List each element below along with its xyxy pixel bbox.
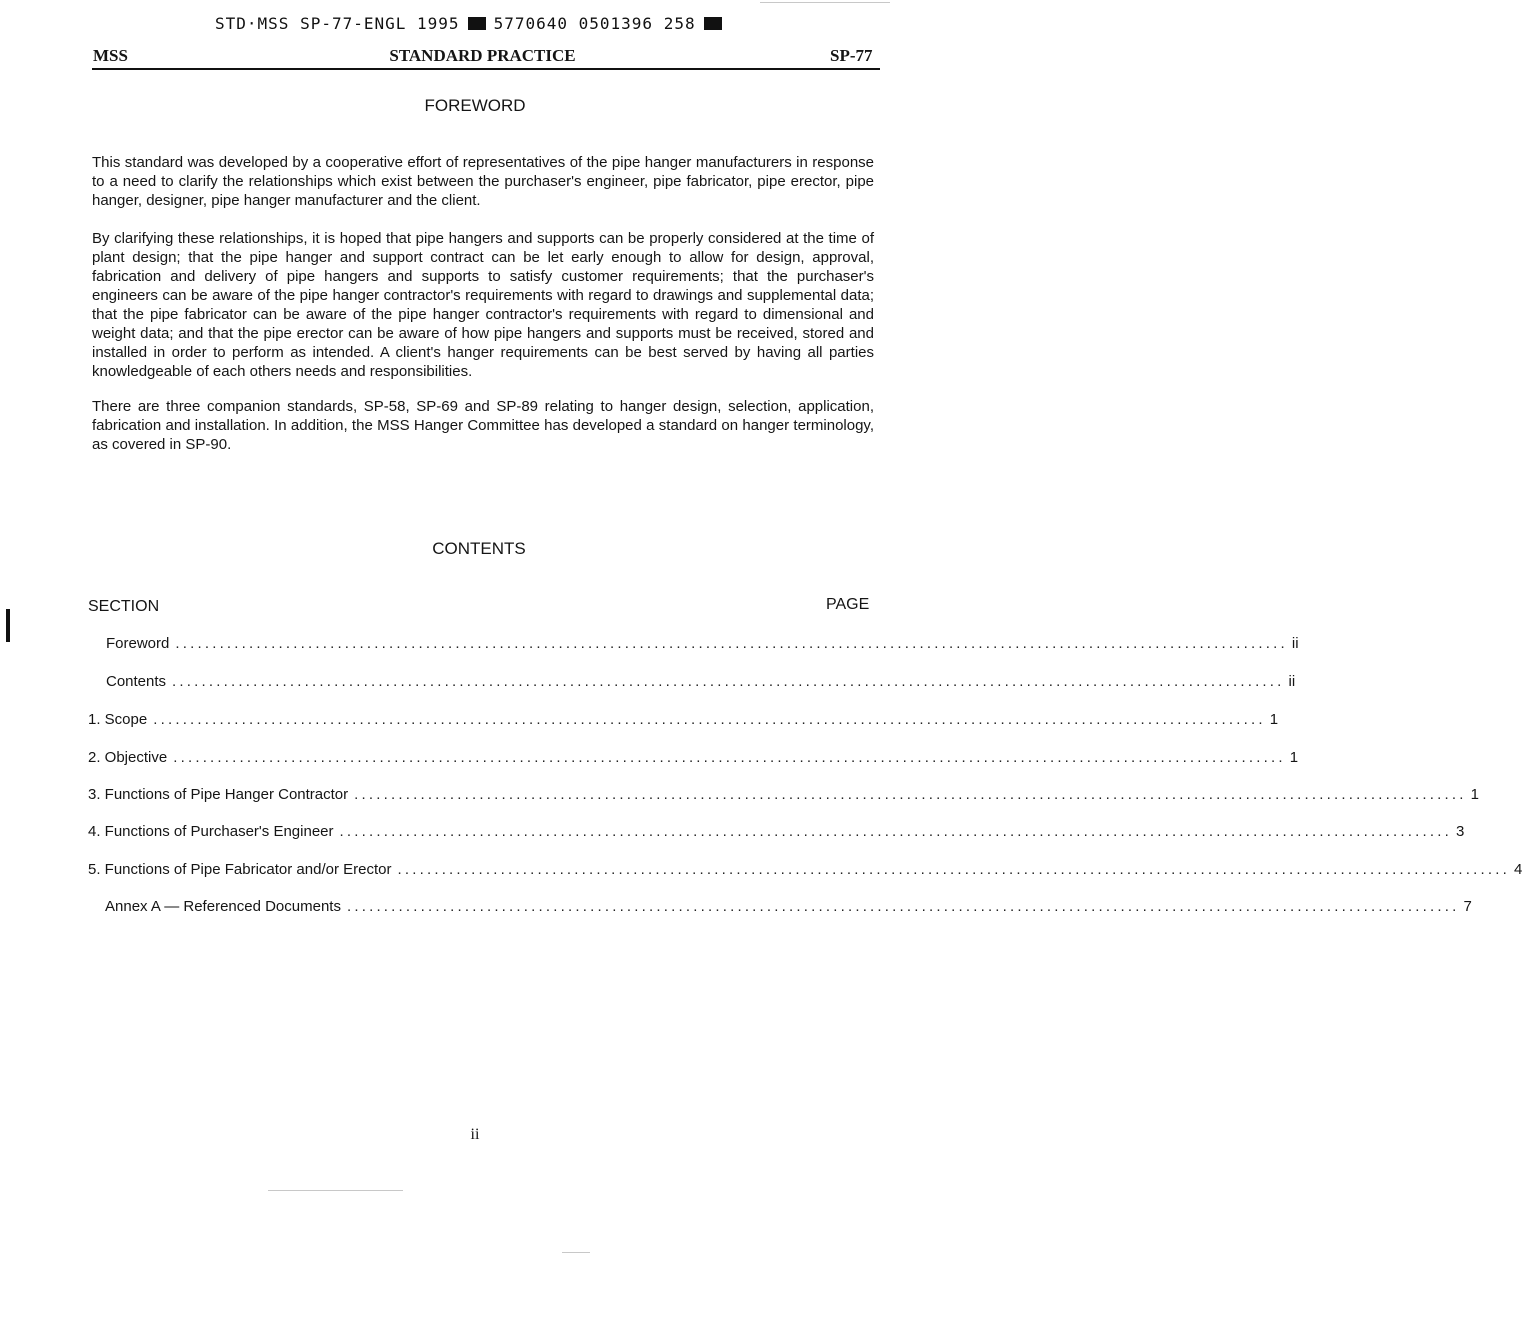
- toc-entry[interactable]: [88, 749, 1299, 766]
- change-bar: [6, 609, 10, 642]
- scan-artifact: [760, 2, 890, 3]
- stamp-serial: 5770640 0501396 258: [493, 14, 696, 33]
- scan-artifact: [268, 1190, 403, 1191]
- toc-leader-dots: .......................................................................................................................................................: [175, 635, 1288, 652]
- toc-entry-page: ii: [1288, 673, 1296, 690]
- toc-entry[interactable]: [88, 786, 1479, 803]
- foreword-heading: FOREWORD: [424, 96, 526, 115]
- toc-entry-page: 1: [1269, 711, 1279, 728]
- scan-artifact: [562, 1252, 590, 1253]
- toc-leader-dots: .......................................................................................................................................................: [397, 861, 1510, 878]
- toc-entry[interactable]: [88, 711, 1279, 728]
- toc-leader-dots: .......................................................................................................................................................: [346, 898, 1460, 915]
- contents-heading: CONTENTS: [432, 539, 526, 558]
- toc-leader-dots: .......................................................................................................................................................: [173, 749, 1286, 766]
- toc-entry-label: Foreword: [106, 635, 170, 652]
- toc-entry[interactable]: [88, 861, 1522, 878]
- toc-entry-label: 5. Functions of Pipe Fabricator and/or Erector: [88, 861, 392, 878]
- document-stamp: [215, 14, 730, 33]
- stamp-code: STD·MSS SP-77-ENGL 1995: [215, 14, 460, 33]
- toc-leader-dots: .......................................................................................................................................................: [153, 711, 1266, 728]
- toc-entry-page: 1: [1470, 786, 1479, 803]
- toc-entry-label: 2. Objective: [88, 749, 168, 766]
- header-doc-number: SP-77: [830, 46, 873, 65]
- header-title: STANDARD PRACTICE: [389, 46, 576, 65]
- toc-entry-page: 3: [1456, 823, 1465, 840]
- toc-entry-label: Annex A — Referenced Documents: [105, 898, 341, 915]
- foreword-paragraph: By clarifying these relationships, it is hoped that pipe hangers and supports can be properly considered at the time of plant design; that the pipe hanger and support contract can be let early enough to allow for design, approval, fabrication and delivery of pipe hangers and supports to satisfy customer requirements; that the purchaser's engineers can be aware of the pipe hanger contractor's requirements with regard to drawings and supplemental data; that the pipe fabricator can be aware of the pipe hanger contractor's requirements with regard to dimensional and weight data; and that the pipe erector can be aware of how pipe hangers and supports must be received, stored and installed in order to perform as intended. A client's hanger requirements can be best served by having all parties knowledgeable of each others needs and responsibilities.: [92, 230, 874, 380]
- toc-leader-dots: .......................................................................................................................................................: [172, 673, 1285, 690]
- toc-entry-page: 7: [1463, 898, 1472, 915]
- toc-entry-label: 1. Scope: [88, 711, 148, 728]
- header-rule: [92, 68, 880, 70]
- header-org: MSS: [93, 46, 128, 65]
- toc-section-label: SECTION: [88, 598, 160, 615]
- toc-entry-page: 4: [1513, 861, 1522, 878]
- toc-entry[interactable]: [105, 898, 1472, 915]
- toc-entry-label: 4. Functions of Purchaser's Engineer: [88, 823, 334, 840]
- toc-entry-page: ii: [1291, 635, 1299, 652]
- toc-leader-dots: .......................................................................................................................................................: [354, 786, 1467, 803]
- toc-entry[interactable]: [106, 635, 1299, 652]
- stamp-block-mark: [468, 17, 486, 30]
- toc-page-label: PAGE: [826, 596, 870, 613]
- page-number: ii: [470, 1126, 480, 1143]
- toc-entry-page: 1: [1289, 749, 1299, 766]
- toc-entry[interactable]: [88, 823, 1465, 840]
- toc-entry-label: 3. Functions of Pipe Hanger Contractor: [88, 786, 349, 803]
- foreword-paragraph: There are three companion standards, SP-58, SP-69 and SP-89 relating to hanger design, selection, application, fabrication and installation. In addition, the MSS Hanger Committee has developed a standard on hanger terminology, as covered in SP-90.: [92, 398, 874, 453]
- toc-entry-label: Contents: [106, 673, 167, 690]
- toc-leader-dots: .......................................................................................................................................................: [339, 823, 1452, 840]
- foreword-paragraph: This standard was developed by a cooperative effort of representatives of the pipe hanger manufacturers in response to a need to clarify the relationships which exist between the purchaser's engineer, pipe fabricator, pipe erector, pipe hanger, designer, pipe hanger manufacturer and the client.: [92, 154, 874, 209]
- toc-entry[interactable]: [106, 673, 1296, 690]
- stamp-block-mark: [704, 17, 722, 30]
